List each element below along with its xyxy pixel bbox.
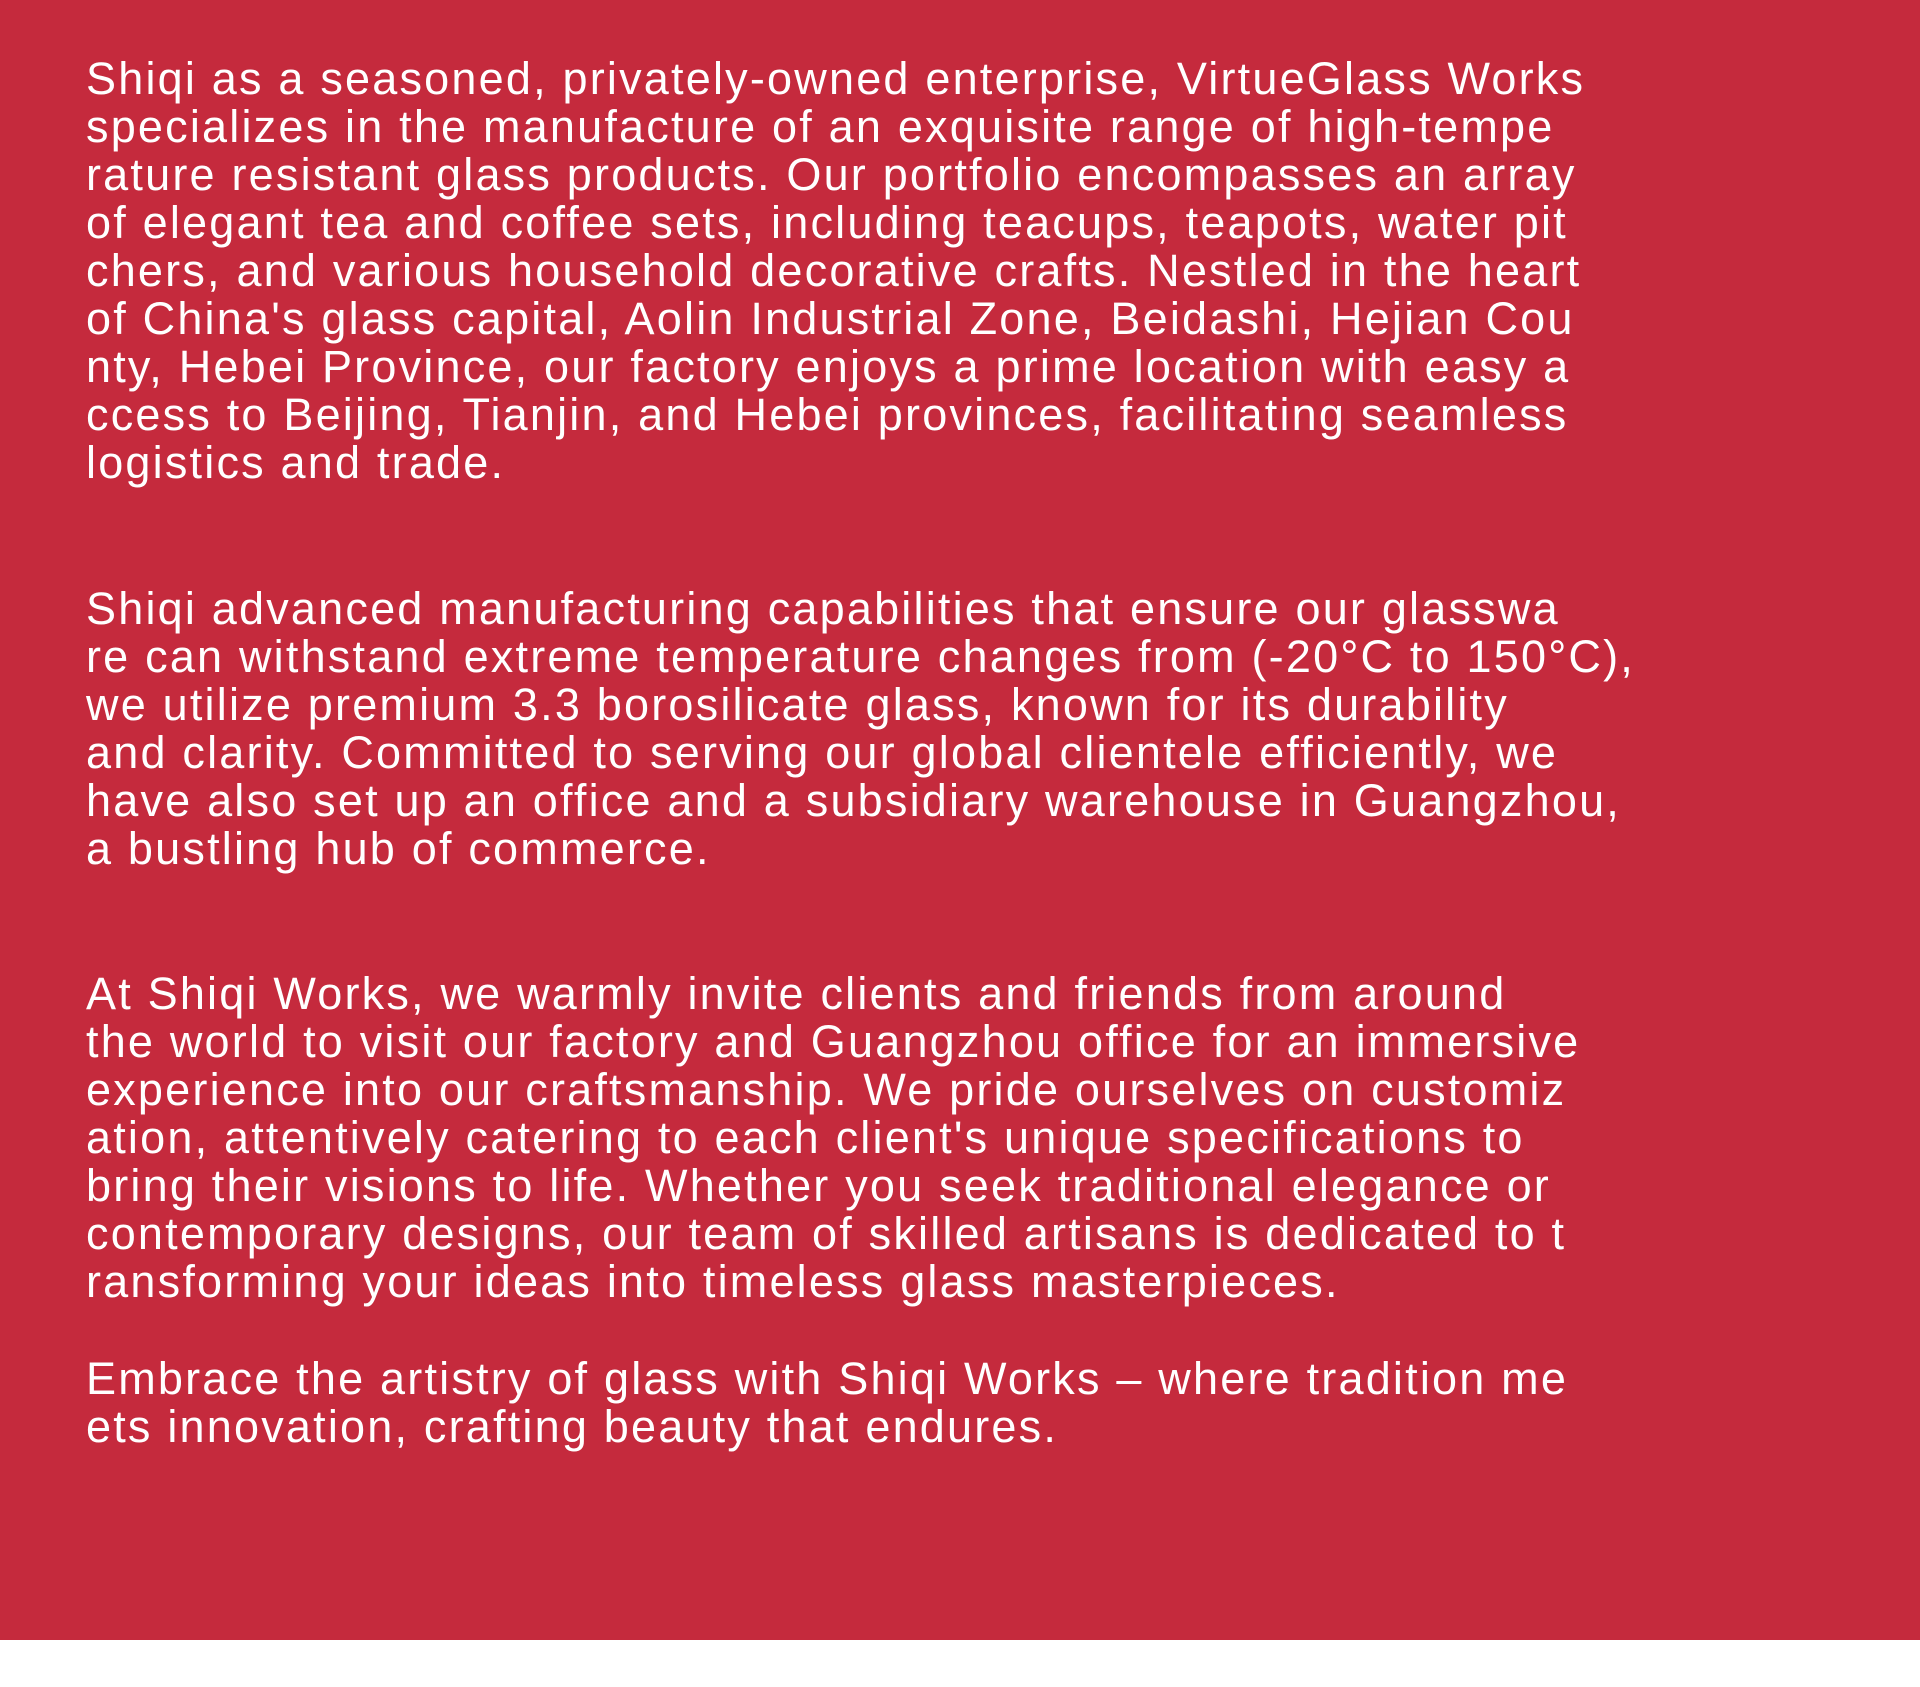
capabilities-paragraph: [86, 585, 1886, 873]
text-line: Shiqi as a seasoned, privately-owned enterprise, VirtueGlass Works: [86, 53, 1586, 104]
text-line: ation, attentively catering to each client's unique specifications to: [86, 1112, 1525, 1163]
text-line: have also set up an office and a subsidiary warehouse in Guangzhou,: [86, 775, 1621, 826]
text-line: bring their visions to life. Whether you seek traditional elegance or: [86, 1160, 1551, 1211]
text-line: experience into our craftsmanship. We pride ourselves on customiz: [86, 1064, 1567, 1115]
text-line: of elegant tea and coffee sets, including teacups, teapots, water pit: [86, 197, 1568, 248]
text-line: logistics and trade.: [86, 437, 506, 488]
text-line: Shiqi advanced manufacturing capabilities that ensure our glasswa: [86, 583, 1560, 634]
text-line: At Shiqi Works, we warmly invite clients and friends from around: [86, 968, 1507, 1019]
text-line: a bustling hub of commerce.: [86, 823, 711, 874]
text-line: the world to visit our factory and Guangzhou office for an immersive: [86, 1016, 1581, 1067]
text-line: ets innovation, crafting beauty that endures.: [86, 1401, 1059, 1452]
text-line: of China's glass capital, Aolin Industrial Zone, Beidashi, Hejian Cou: [86, 293, 1575, 344]
text-line: ransforming your ideas into timeless glass masterpieces.: [86, 1256, 1340, 1307]
text-line: contemporary designs, our team of skilled artisans is dedicated to t: [86, 1208, 1567, 1259]
intro-paragraph: [86, 55, 1886, 487]
text-line: we utilize premium 3.3 borosilicate glass, known for its durability: [86, 679, 1509, 730]
text-line: Embrace the artistry of glass with Shiqi Works – where tradition me: [86, 1353, 1569, 1404]
text-line: and clarity. Committed to serving our global clientele efficiently, we: [86, 727, 1559, 778]
text-line: ccess to Beijing, Tianjin, and Hebei provinces, facilitating seamless: [86, 389, 1569, 440]
text-line: re can withstand extreme temperature changes from (-20°C to 150°C),: [86, 631, 1636, 682]
text-line: chers, and various household decorative crafts. Nestled in the heart: [86, 245, 1582, 296]
text-line: specializes in the manufacture of an exquisite range of high-tempe: [86, 101, 1555, 152]
text-line: rature resistant glass products. Our portfolio encompasses an array: [86, 149, 1577, 200]
text-line: nty, Hebei Province, our factory enjoys a prime location with easy a: [86, 341, 1571, 392]
closing-paragraph: [86, 1355, 1886, 1451]
invitation-paragraph: [86, 970, 1886, 1306]
